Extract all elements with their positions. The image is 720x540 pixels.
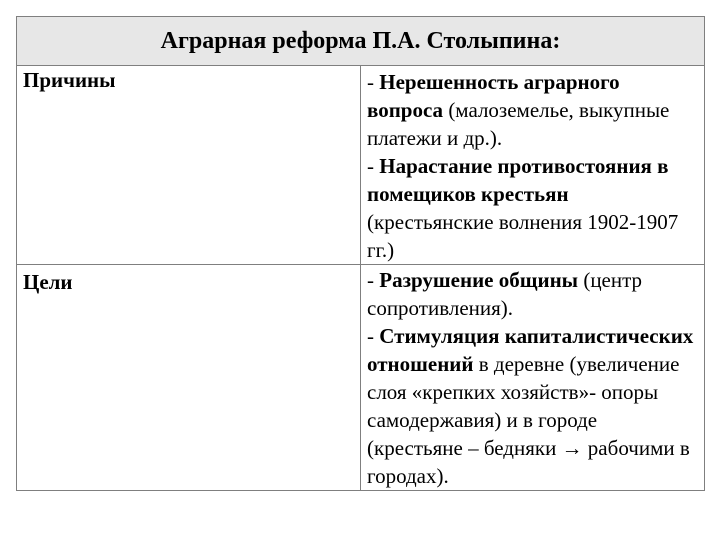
reason-item [367,68,698,152]
item-bold-text: Нарастание противостояния в помещиков крестьян [367,154,669,206]
goal-item [367,266,698,322]
row-content-reasons [361,66,705,265]
item-bold-text: Разрушение общины [379,268,579,292]
item-text: (малоземелье, выкупные платежи и др.). [367,98,670,150]
title-row [17,17,705,66]
table-row-reasons [17,66,705,265]
reason-item [367,152,698,264]
table-row-goals [17,265,705,491]
item-dash: - [367,324,380,348]
item-dash: - [367,268,380,292]
goal-item [367,322,698,490]
item-text: (крестьянские волнения 1902-1907 гг.) [367,210,679,262]
item-text: в деревне (увеличение слоя «крепких хозяйств»- опоры самодержавия) и в городе (крестьяне – бедняки → рабочими в городах). [367,352,690,488]
reform-table [16,16,705,491]
item-dash: - [367,70,380,94]
row-label-goals: Цели [17,265,361,491]
item-text: (центр сопротивления). [367,268,643,320]
row-content-goals [361,265,705,491]
table-title: Аграрная реформа П.А. Столыпина: [17,17,705,66]
item-dash: - [367,154,380,178]
row-label-reasons: Причины [17,66,361,265]
item-bold-text: Нерешенность аграрного вопроса [367,70,620,122]
item-bold-text: Стимуляция капиталистических отношений [367,324,694,376]
